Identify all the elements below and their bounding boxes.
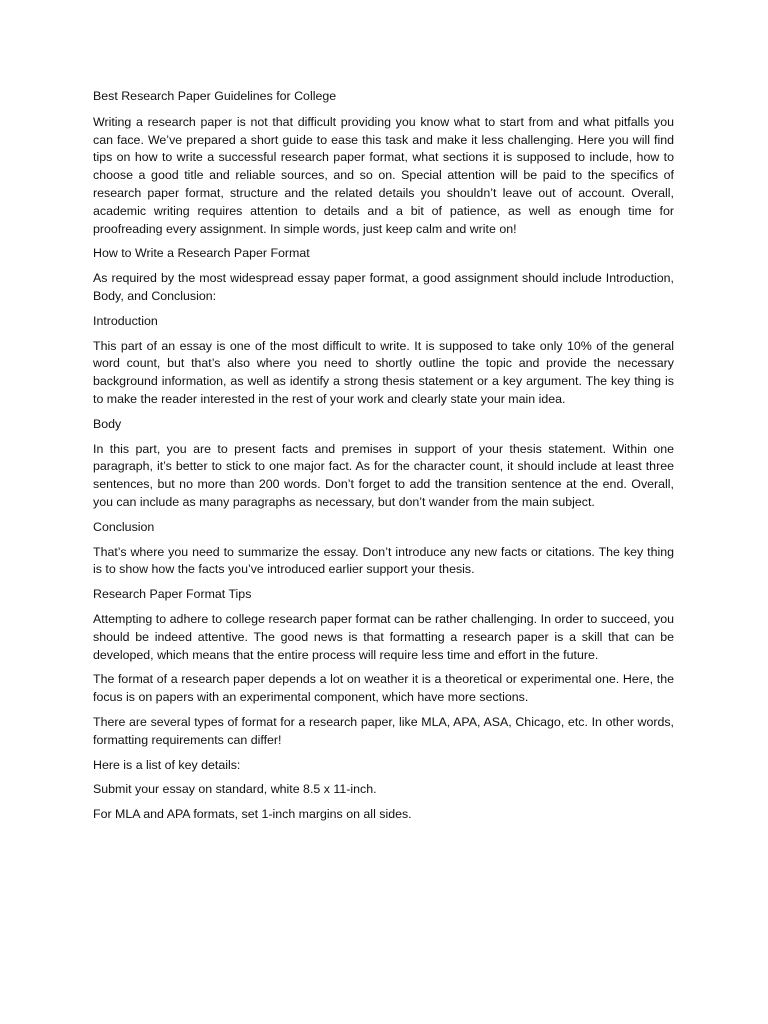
key-detail-1: Submit your essay on standard, white 8.5 x 11-inch. xyxy=(93,782,377,797)
tips-paragraph-3: There are several types of format for a research paper, like MLA, APA, ASA, Chicago, etc. In other words, formatting requirements can differ! xyxy=(93,714,674,747)
document-title: Best Research Paper Guidelines for College xyxy=(93,89,337,103)
tips-paragraph-2: The format of a research paper depends a lot on weather it is a theoretical or experimental one. Here, the focus is on papers with an experimental component, which have more sections. xyxy=(93,672,674,705)
conclusion-paragraph: That’s where you need to summarize the essay. Don’t introduce any new facts or citations. The key thing is to show how the facts you’ve introduced earlier support your thesis. xyxy=(93,544,674,577)
intro-paragraph: Writing a research paper is not that difficult providing you know what to start from and what pitfalls you can face. We’ve prepared a short guide to ease this task and make it less challenging. Here you will find tips on how to write a successful research paper format, what sections it is supposed to include, how to choose a good title and reliable sources, and so on. Special attention will be paid to the specifics of research paper format, structure and the related details you shouldn’t leave out of account. Overall, academic writing requires attention to details and a bit of patience, as well as enough time for proofreading every assignment. In simple words, just keep calm and write on! xyxy=(93,114,674,236)
how-heading: How to Write a Research Paper Format xyxy=(93,246,310,261)
tips-heading: Research Paper Format Tips xyxy=(93,587,252,602)
body-paragraph: In this part, you are to present facts and premises in support of your thesis statement. Within one paragraph, it’s better to stick to one major fact. As for the character count, it should include at least three sentences, but no more than 200 words. Don’t forget to add the transition sentence at the end. Overall, you can include as many paragraphs as necessary, but don’t wander from the main subject. xyxy=(93,441,674,509)
conclusion-heading: Conclusion xyxy=(93,519,155,534)
key-detail-2: For MLA and APA formats, set 1-inch margins on all sides. xyxy=(93,807,412,822)
body-heading: Body xyxy=(93,416,122,431)
introduction-heading: Introduction xyxy=(93,313,158,328)
how-paragraph: As required by the most widespread essay paper format, a good assignment should include Introduction, Body, and Conclusion: xyxy=(93,271,674,303)
introduction-paragraph: This part of an essay is one of the most difficult to write. It is supposed to take only 10% of the general word count, but that’s also where you need to shortly outline the topic and provide the necessary background information, as well as identify a strong thesis statement or a key argument. The key thing is to make the reader interested in the rest of your work and clearly state your main idea. xyxy=(93,338,674,406)
tips-paragraph-1: Attempting to adhere to college research paper format can be rather challenging. In order to succeed, you should be indeed attentive. The good news is that formatting a research paper is a skill that can be developed, which means that the entire process will require less time and effort in the future. xyxy=(93,611,674,662)
key-details-intro: Here is a list of key details: xyxy=(93,757,241,772)
